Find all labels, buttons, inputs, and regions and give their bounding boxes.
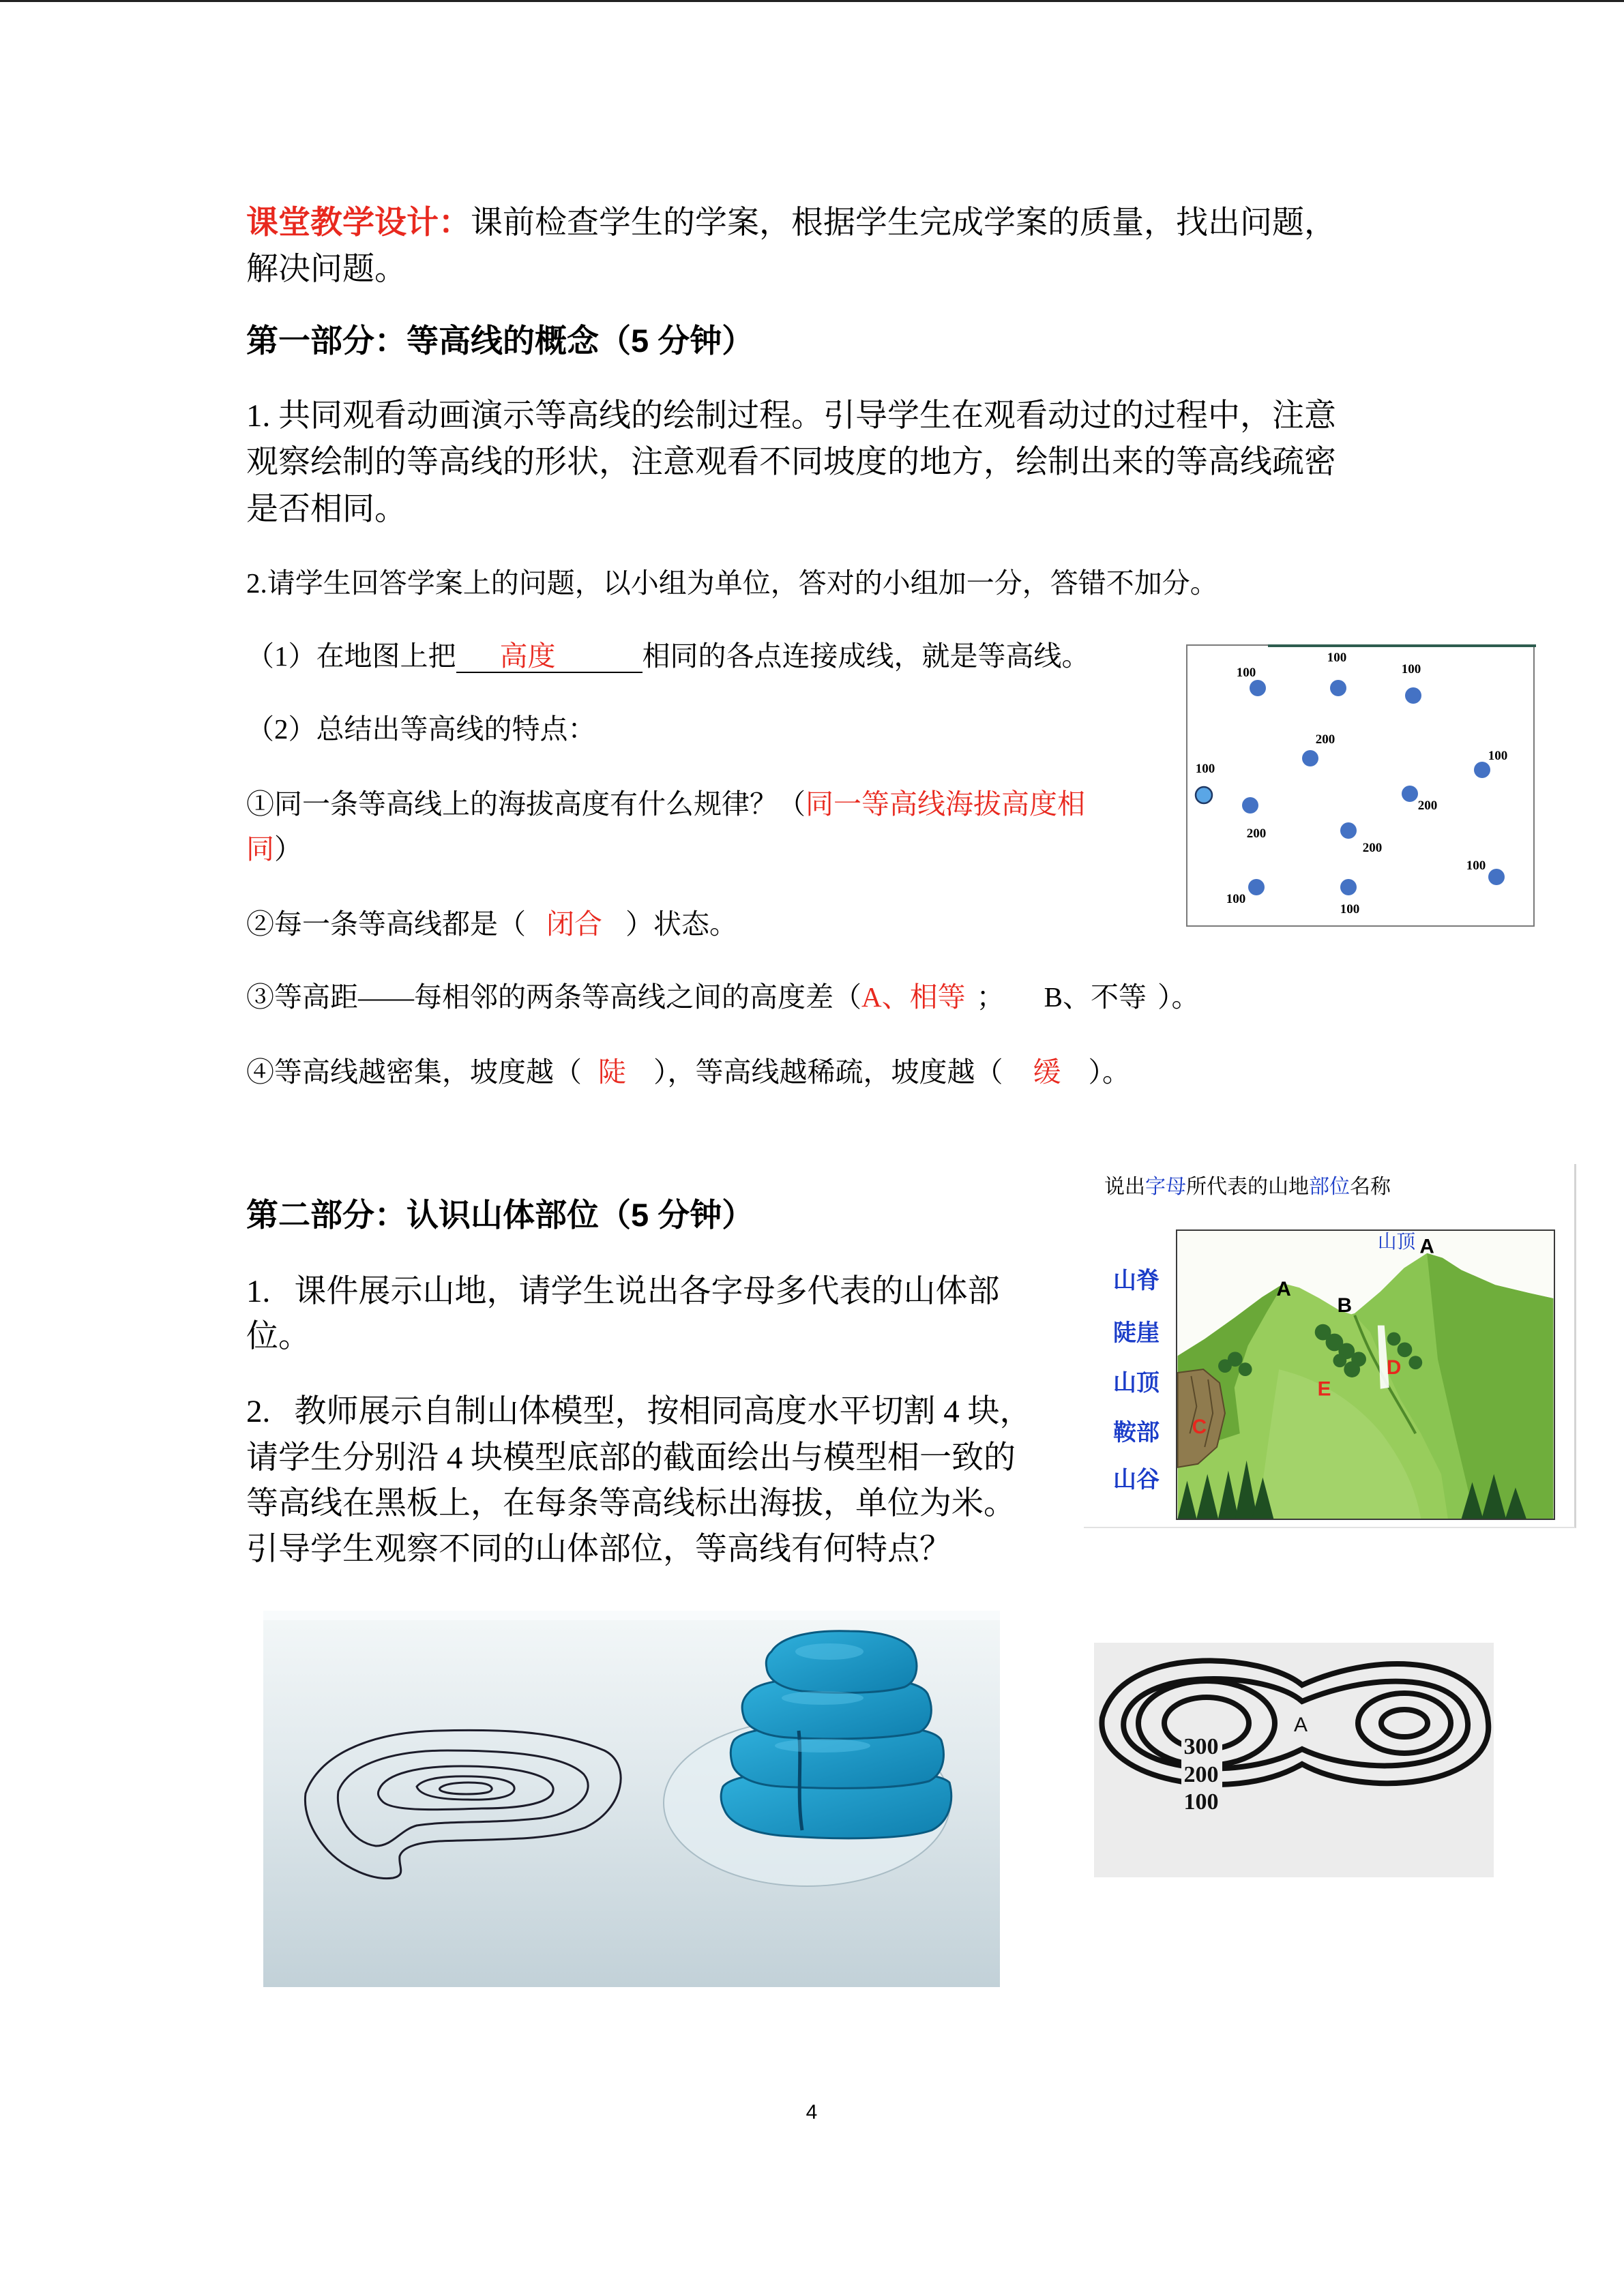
elevation-label-300: 300 bbox=[1183, 1734, 1219, 1759]
saddle-contour-canvas bbox=[1094, 1643, 1494, 1877]
feature-item-3-suffix: ）。 bbox=[1157, 981, 1200, 1013]
elevation-point bbox=[1474, 762, 1490, 778]
feature-item-3-separator: ； bbox=[976, 981, 1005, 1013]
page-number: 4 bbox=[806, 2101, 818, 2123]
elevation-point bbox=[1405, 687, 1421, 704]
mountain-landform-figure bbox=[1084, 1164, 1576, 1528]
feature-item-1-line-2 bbox=[246, 829, 302, 869]
marker-e: E bbox=[1317, 1377, 1331, 1401]
elevation-point bbox=[1402, 786, 1418, 802]
part2-para2-line-3: 等高线在黑板上，在每条等高线标出海拔，单位为米。 bbox=[246, 1486, 1016, 1521]
term-ridge: 山脊 bbox=[1113, 1268, 1160, 1294]
intro-line-2: 解决问题。 bbox=[246, 252, 407, 287]
term-summit: 山顶 bbox=[1113, 1371, 1160, 1396]
feature-item-1-close: ） bbox=[274, 833, 302, 865]
elevation-point bbox=[1330, 680, 1346, 696]
elevation-label-100: 100 bbox=[1183, 1789, 1219, 1815]
saddle-contour-diagram bbox=[1094, 1643, 1494, 1877]
feature-item-4-prefix: ④等高线越密集，坡度越（ bbox=[246, 1056, 582, 1088]
term-saddle: 鞍部 bbox=[1113, 1420, 1160, 1446]
feature-item-1-answer: 同一等高线海拔高度相 bbox=[806, 788, 1085, 820]
feature-item-2-suffix: ）状态。 bbox=[625, 908, 737, 940]
elevation-label-200: 200 bbox=[1183, 1762, 1219, 1787]
elevation-label: 100 bbox=[1340, 902, 1360, 916]
marker-d: D bbox=[1386, 1356, 1402, 1380]
feature-item-1-answer-end: 同 bbox=[246, 833, 274, 865]
marker-a-peak: A bbox=[1419, 1235, 1434, 1258]
feature-item-3-answer: A、相等 bbox=[861, 981, 966, 1013]
dot-map-canvas bbox=[1187, 646, 1533, 925]
part2-para1-line-2: 位。 bbox=[246, 1319, 310, 1354]
mountain-illustration-canvas bbox=[1177, 1231, 1554, 1519]
question-1-prefix: （1）在地图上把 bbox=[246, 640, 456, 672]
marker-b: B bbox=[1337, 1294, 1353, 1317]
contour-line-right-inner bbox=[1381, 1710, 1428, 1737]
elevation-label: 200 bbox=[1246, 826, 1267, 841]
saddle-marker: A bbox=[1293, 1714, 1308, 1736]
feature-item-2-answer: 闭合 bbox=[546, 908, 602, 940]
feature-item-3-prefix: ③等高距——每相邻的两条等高线之间的高度差（ bbox=[246, 981, 861, 1013]
mountain-figure-title bbox=[1104, 1174, 1391, 1201]
feature-item-4-middle: ），等高线越稀疏，坡度越（ bbox=[653, 1056, 1003, 1088]
feature-item-4-answer-1: 陡 bbox=[598, 1056, 626, 1088]
elevation-label: 100 bbox=[1327, 651, 1347, 665]
elevation-label: 100 bbox=[1236, 666, 1256, 680]
elevation-label: 100 bbox=[1226, 892, 1246, 906]
elevation-label: 100 bbox=[1488, 749, 1508, 763]
clay-layer-4 bbox=[766, 1631, 917, 1693]
photo-top-edge bbox=[263, 1611, 1000, 1620]
intro-text: 课前检查学生的学案，根据学生完成学案的质量，找出问题， bbox=[471, 205, 1336, 241]
mountain-illustration bbox=[1176, 1229, 1555, 1520]
section-heading-1: 第一部分：等高线的概念（5 分钟） bbox=[246, 323, 754, 359]
part1-para1-line-3: 是否相同。 bbox=[246, 492, 407, 527]
feature-item-1-question: ①同一条等高线上的海拔高度有什么规律？（ bbox=[246, 788, 806, 820]
elevation-point bbox=[1250, 680, 1266, 696]
title-part: 说出 bbox=[1104, 1176, 1145, 1198]
feature-item-1-line-1 bbox=[246, 784, 1085, 824]
elevation-label: 100 bbox=[1195, 762, 1215, 776]
elevation-label: 200 bbox=[1417, 799, 1438, 813]
question-2: （2）总结出等高线的特点： bbox=[246, 713, 596, 745]
feature-item-3-option-b: B、不等 bbox=[1044, 981, 1147, 1013]
feature-item-2-prefix: ②每一条等高线都是（ bbox=[246, 908, 526, 940]
part2-para2-line-1: 2. 教师展示自制山体模型，按相同高度水平切割 4 块， bbox=[246, 1394, 1032, 1429]
part2-para1-line-1: 1. 课件展示山地，请学生说出各字母多代表的山体部 bbox=[246, 1274, 1000, 1309]
elevation-point bbox=[1340, 822, 1357, 839]
feature-item-4 bbox=[246, 1052, 1130, 1092]
elevation-point bbox=[1302, 750, 1318, 766]
elevation-point bbox=[1488, 869, 1505, 885]
elevation-point-highlighted bbox=[1196, 787, 1212, 803]
peak-label: 山顶 bbox=[1377, 1231, 1416, 1252]
elevation-dot-map bbox=[1186, 644, 1535, 927]
question-1 bbox=[246, 636, 1090, 676]
part1-para1-line-1: 1. 共同观看动画演示等高线的绘制过程。引导学生在观看动过的过程中，注意 bbox=[246, 398, 1336, 434]
elevation-label: 200 bbox=[1362, 841, 1383, 855]
title-part-highlight: 部位 bbox=[1309, 1176, 1350, 1198]
marker-c: C bbox=[1192, 1416, 1207, 1439]
feature-item-2 bbox=[246, 904, 737, 944]
part1-para2: 2.请学生回答学案上的问题，以小组为单位，答对的小组加一分，答错不加分。 bbox=[246, 567, 1218, 599]
clay-model-photo bbox=[263, 1611, 1000, 1987]
part1-para1-line-2: 观察绘制的等高线的形状，注意观看不同坡度的地方，绘制出来的等高线疏密 bbox=[246, 445, 1336, 480]
part2-para2-line-4: 引导学生观察不同的山体部位，等高线有何特点？ bbox=[246, 1532, 951, 1567]
elevation-point bbox=[1242, 797, 1258, 814]
term-cliff: 陡崖 bbox=[1113, 1321, 1160, 1346]
title-part: 所代表的山地 bbox=[1186, 1176, 1309, 1198]
intro-label: 课堂教学设计： bbox=[246, 204, 471, 240]
page-top-border bbox=[0, 0, 1624, 2]
marker-a-left: A bbox=[1276, 1278, 1291, 1301]
feature-item-4-suffix: ）。 bbox=[1088, 1056, 1130, 1088]
clay-model-photo-canvas bbox=[263, 1611, 1000, 1987]
part2-para2-line-2: 请学生分别沿 4 块模型底部的截面绘出与模型相一致的 bbox=[246, 1440, 1016, 1476]
feature-item-4-answer-2: 缓 bbox=[1033, 1056, 1061, 1088]
contour-line-right bbox=[1358, 1693, 1451, 1753]
elevation-label: 100 bbox=[1401, 662, 1421, 676]
answer-blank-1: 高度 bbox=[456, 640, 643, 673]
elevation-point bbox=[1248, 879, 1265, 895]
elevation-label: 200 bbox=[1315, 732, 1335, 747]
term-valley: 山谷 bbox=[1113, 1467, 1160, 1493]
elevation-label: 100 bbox=[1466, 859, 1486, 873]
title-part: 名称 bbox=[1350, 1176, 1391, 1198]
elevation-point bbox=[1340, 879, 1357, 895]
feature-item-3 bbox=[246, 976, 1199, 1017]
section-heading-2: 第二部分：认识山体部位（5 分钟） bbox=[246, 1197, 754, 1233]
title-part-highlight: 字母 bbox=[1145, 1176, 1186, 1198]
intro-line-1 bbox=[246, 202, 1336, 243]
question-1-suffix: 相同的各点连接成线，就是等高线。 bbox=[642, 640, 1090, 672]
